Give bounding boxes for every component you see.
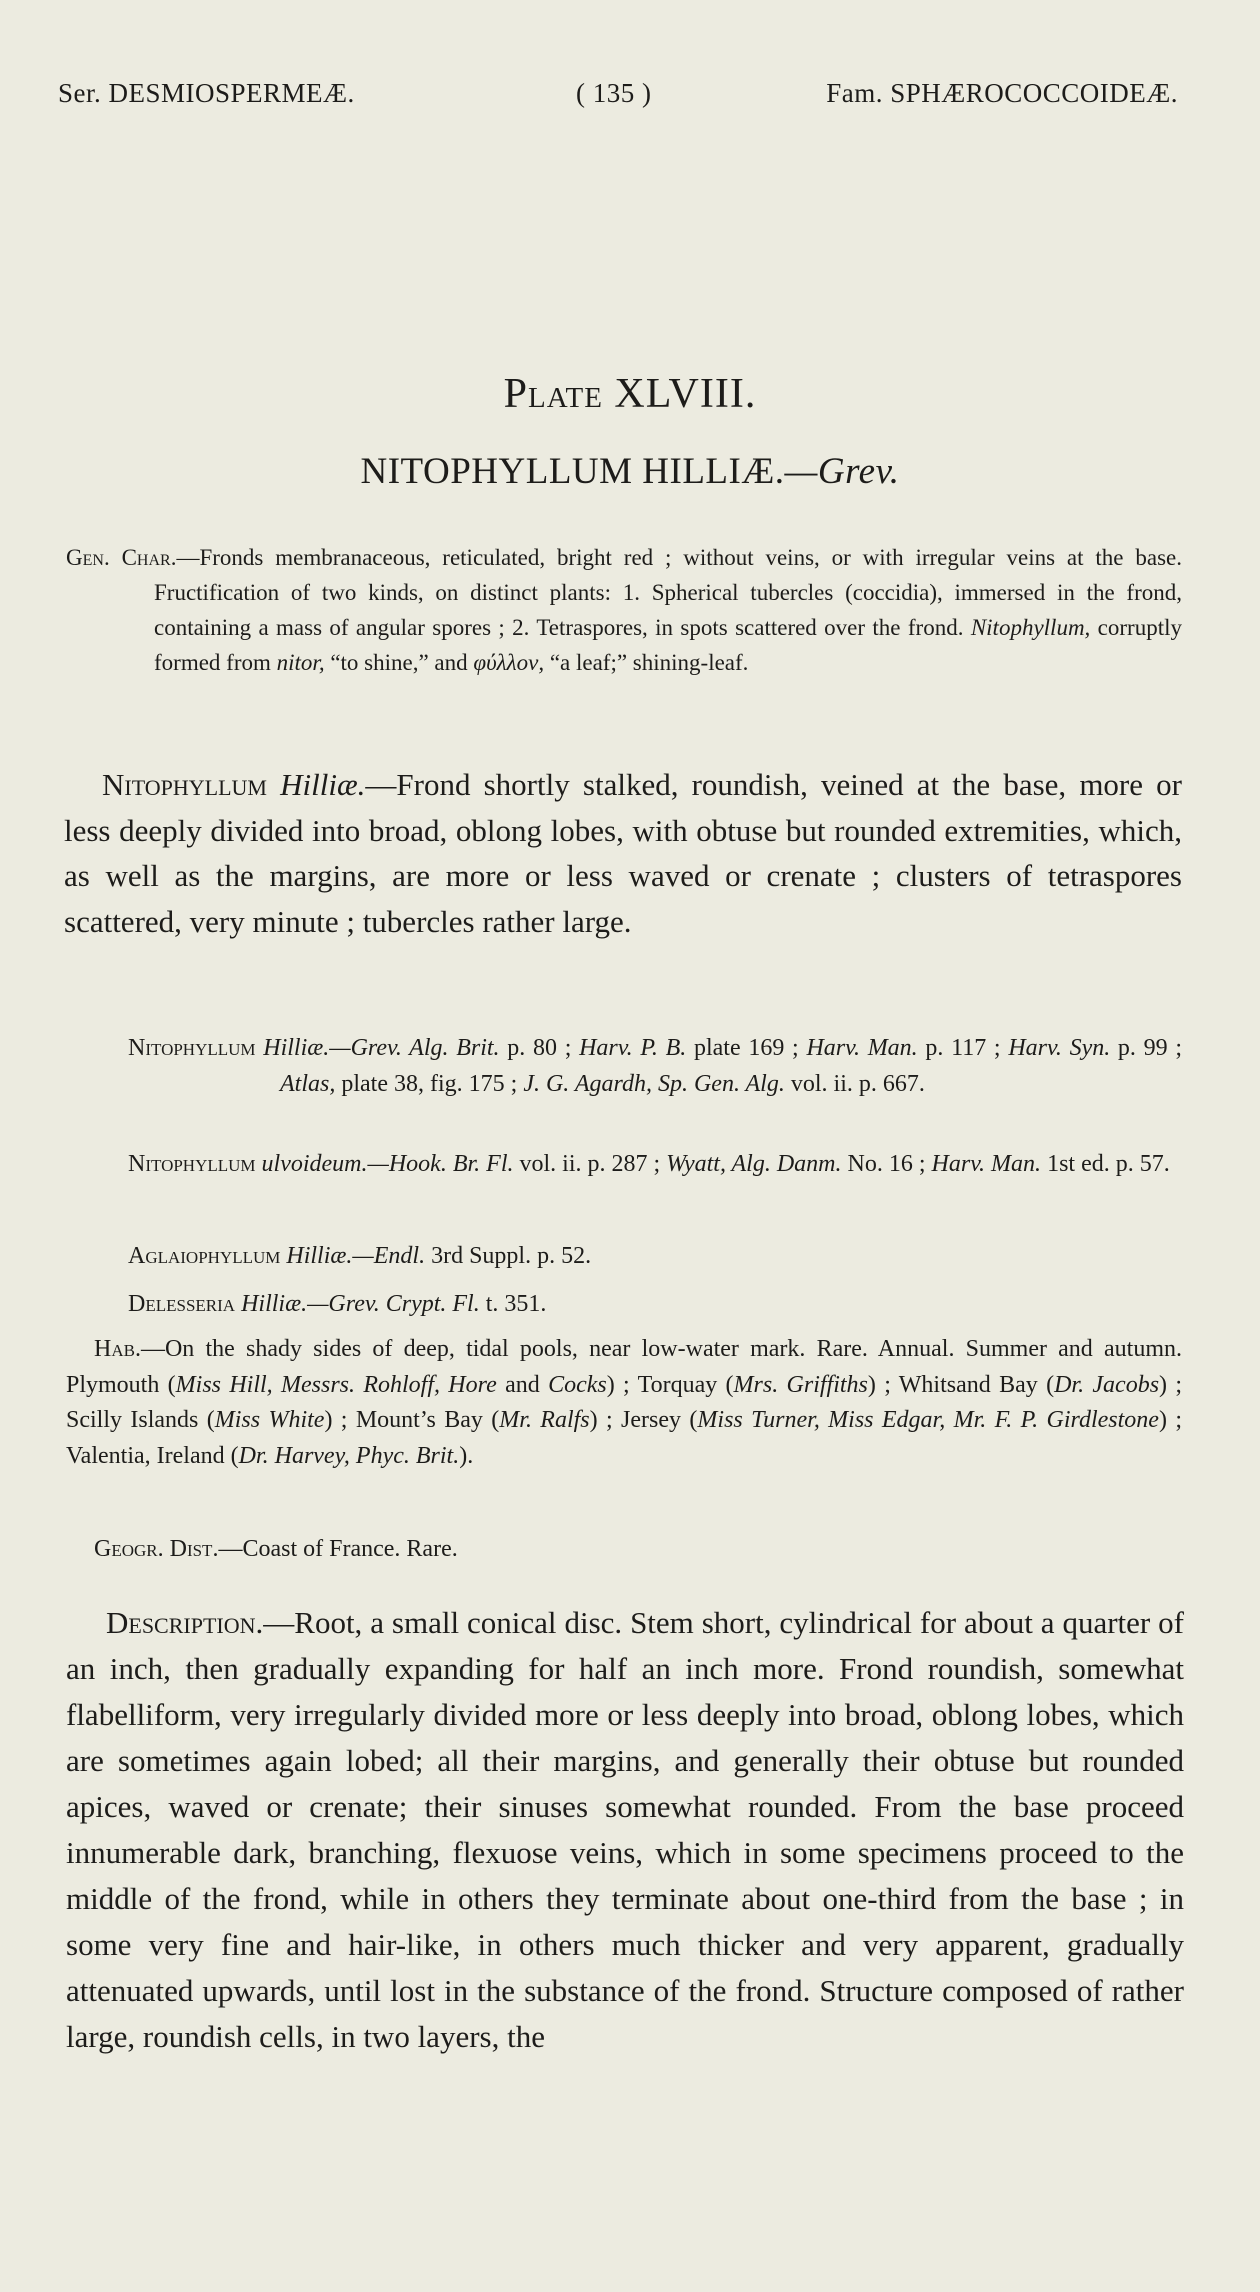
gen-char-text: corruptly formed from — [154, 615, 1182, 675]
synonym-citation: plate 169 ; — [686, 1035, 807, 1061]
habitat-fragment: Dr. Harvey, Phyc. Brit. — [238, 1442, 460, 1469]
header-family: Fam. SPHÆROCOCCOIDEÆ. — [826, 78, 1178, 108]
synonym-citation: p. 80 ; — [499, 1035, 580, 1061]
diagnosis-text: —Frond shortly stalked, roundish, veined at the base, more or less deeply divided into broad, oblong lobes, with obtuse but rounded extremities, which, as well as the margins, are more or less waved or crenate ; clusters of tetraspores scattered, very minute ; tubercles rather large. — [64, 767, 1182, 939]
habitat-paragraph — [66, 1332, 1182, 1474]
synonym-citation: Harv. Syn. — [1008, 1035, 1111, 1061]
habitat-fragment: ) ; Torquay ( — [606, 1371, 734, 1398]
gen-char-text: —Fronds membranaceous, reticulated, bright red ; without veins, or with irregular veins at the base. Fructification of two kinds, on distinct plants: 1. Spherical tubercles (coccidia), immersed in the frond, containing a mass of angular spores ; 2. Tetraspores, in spots scattered over the frond. — [154, 545, 1182, 640]
synonym-entry — [128, 1238, 1182, 1274]
synonym-citation: ulvoideum.—Hook. Br. Fl. — [261, 1151, 514, 1177]
synonym-citation: 3rd Suppl. p. 52. — [425, 1243, 592, 1269]
geographic-distribution — [94, 1532, 1182, 1567]
synonym-genus: Nitophyllum — [128, 1151, 256, 1177]
generic-character-paragraph — [66, 540, 1182, 680]
synonym-genus: Aglaiophyllum — [128, 1243, 281, 1269]
description-label: Description. — [106, 1605, 264, 1640]
page-number: ( 135 ) — [576, 78, 652, 108]
gen-char-text: “a leaf;” shining-leaf. — [544, 650, 749, 675]
habitat-fragment: ) ; Mount’s Bay ( — [324, 1407, 500, 1433]
gen-char-label: Gen. Char. — [66, 545, 177, 570]
species-author: —Grev. — [784, 451, 900, 492]
synonym-citation: Harv. P. B. — [579, 1035, 687, 1061]
synonym-citation: plate 38, fig. 175 ; — [335, 1071, 524, 1097]
running-header — [58, 78, 1178, 128]
header-series: Ser. DESMIOSPERMEÆ. — [58, 78, 355, 108]
synonym-entry — [128, 1146, 1182, 1182]
habitat-fragment: and — [496, 1371, 549, 1398]
synonym-citation: vol. ii. p. 667. — [784, 1071, 925, 1097]
habitat-fragment: Cocks — [548, 1371, 607, 1398]
habitat-fragment: Miss White — [214, 1407, 325, 1433]
synonym-citation: 1st ed. p. 57. — [1041, 1151, 1170, 1177]
habitat-fragment: Miss Turner, Miss Edgar, Mr. F. P. Girdlestone — [697, 1407, 1159, 1433]
synonym-genus: Delesseria — [128, 1291, 236, 1317]
habitat-fragment: ). — [459, 1442, 474, 1469]
gen-char-text: “to shine,” and — [324, 650, 474, 675]
geogr-text: —Coast of France. Rare. — [218, 1536, 458, 1562]
synonym-citation: Harv. Man. — [931, 1151, 1042, 1177]
habitat-fragment: ) ; Jersey ( — [589, 1407, 698, 1433]
habitat-text — [66, 1336, 1182, 1469]
synonym-citation: Harv. Man. — [806, 1035, 918, 1061]
synonym-citation: p. 117 ; — [917, 1035, 1009, 1061]
gen-char-greek-word: φύλλον, — [473, 650, 545, 675]
habitat-label: Hab. — [94, 1336, 141, 1362]
synonym-entry — [128, 1030, 1182, 1102]
description-text: —Root, a small conical disc. Stem short, cylindrical for about a quarter of an inch, then gradually expanding for half an inch more. Frond roundish, somewhat flabelliform, very irregularly divided more or less deeply into broad, oblong lobes, which are sometimes again lobed; all their margins, and generally their obtuse but rounded apices, waved or crenate; their sinuses somewhat rounded. From the base proceed innumerable dark, branching, flexuose veins, which in some specimens proceed to the middle of the frond, while in others they terminate about one-third from the base ; in some very fine and hair-like, in others much thicker and very apparent, gradually attenuated upwards, until lost in the substance of the frond. Structure composed of rather large, roundish cells, in two layers, the — [66, 1605, 1184, 2054]
species-name: NITOPHYLLUM HILLIÆ. — [360, 451, 785, 492]
synonym-citation: Hilliæ.—Grev. Alg. Brit. — [263, 1035, 500, 1061]
synonym-citation: p. 99 ; — [1110, 1035, 1183, 1061]
synonym-citation: t. 351. — [479, 1291, 547, 1317]
habitat-fragment: —On the shady sides of deep, tidal pools, near low-water mark. Rare. Annual. Summer and autumn. Plymouth ( — [66, 1336, 1182, 1398]
species-diagnosis-paragraph — [64, 762, 1182, 944]
diagnosis-genus: Nitophyllum — [102, 767, 267, 802]
habitat-fragment: ) ; Scilly Islands ( — [66, 1371, 1183, 1433]
gen-char-latin-word: nitor, — [276, 650, 325, 675]
synonym-citation: Hilliæ.—Endl. — [286, 1243, 426, 1269]
habitat-fragment: Miss Hill, Messrs. Rohloff, Hore — [175, 1371, 497, 1398]
habitat-fragment: Mr. Ralfs — [499, 1407, 590, 1433]
synonym-citation: No. 16 ; — [841, 1151, 932, 1177]
synonym-citation: Atlas, — [280, 1071, 336, 1097]
synonym-entry — [128, 1286, 1182, 1322]
gen-char-genus: Nitophyllum, — [970, 615, 1091, 640]
geogr-label: Geogr. Dist. — [94, 1536, 219, 1562]
habitat-fragment: ) ; Valentia, Ireland ( — [66, 1407, 1183, 1469]
synonym-citation: vol. ii. p. 287 ; — [513, 1151, 667, 1177]
habitat-fragment: Mrs. Griffiths — [733, 1371, 868, 1398]
species-title — [0, 450, 1260, 493]
synonym-genus: Nitophyllum — [128, 1035, 256, 1061]
synonym-citation: Hilliæ.—Grev. Crypt. Fl. — [241, 1291, 480, 1317]
diagnosis-species: Hilliæ. — [280, 767, 366, 802]
synonym-citation: J. G. Agardh, Sp. Gen. Alg. — [523, 1071, 785, 1097]
plate-title — [0, 370, 1260, 418]
habitat-fragment: ) ; Whitsand Bay ( — [867, 1371, 1055, 1398]
habitat-fragment: Dr. Jacobs — [1054, 1371, 1160, 1398]
plate-title-text: Plate XLVIII. — [503, 371, 757, 417]
synonym-citation: Wyatt, Alg. Danm. — [666, 1151, 842, 1177]
description-paragraph — [66, 1600, 1184, 2060]
